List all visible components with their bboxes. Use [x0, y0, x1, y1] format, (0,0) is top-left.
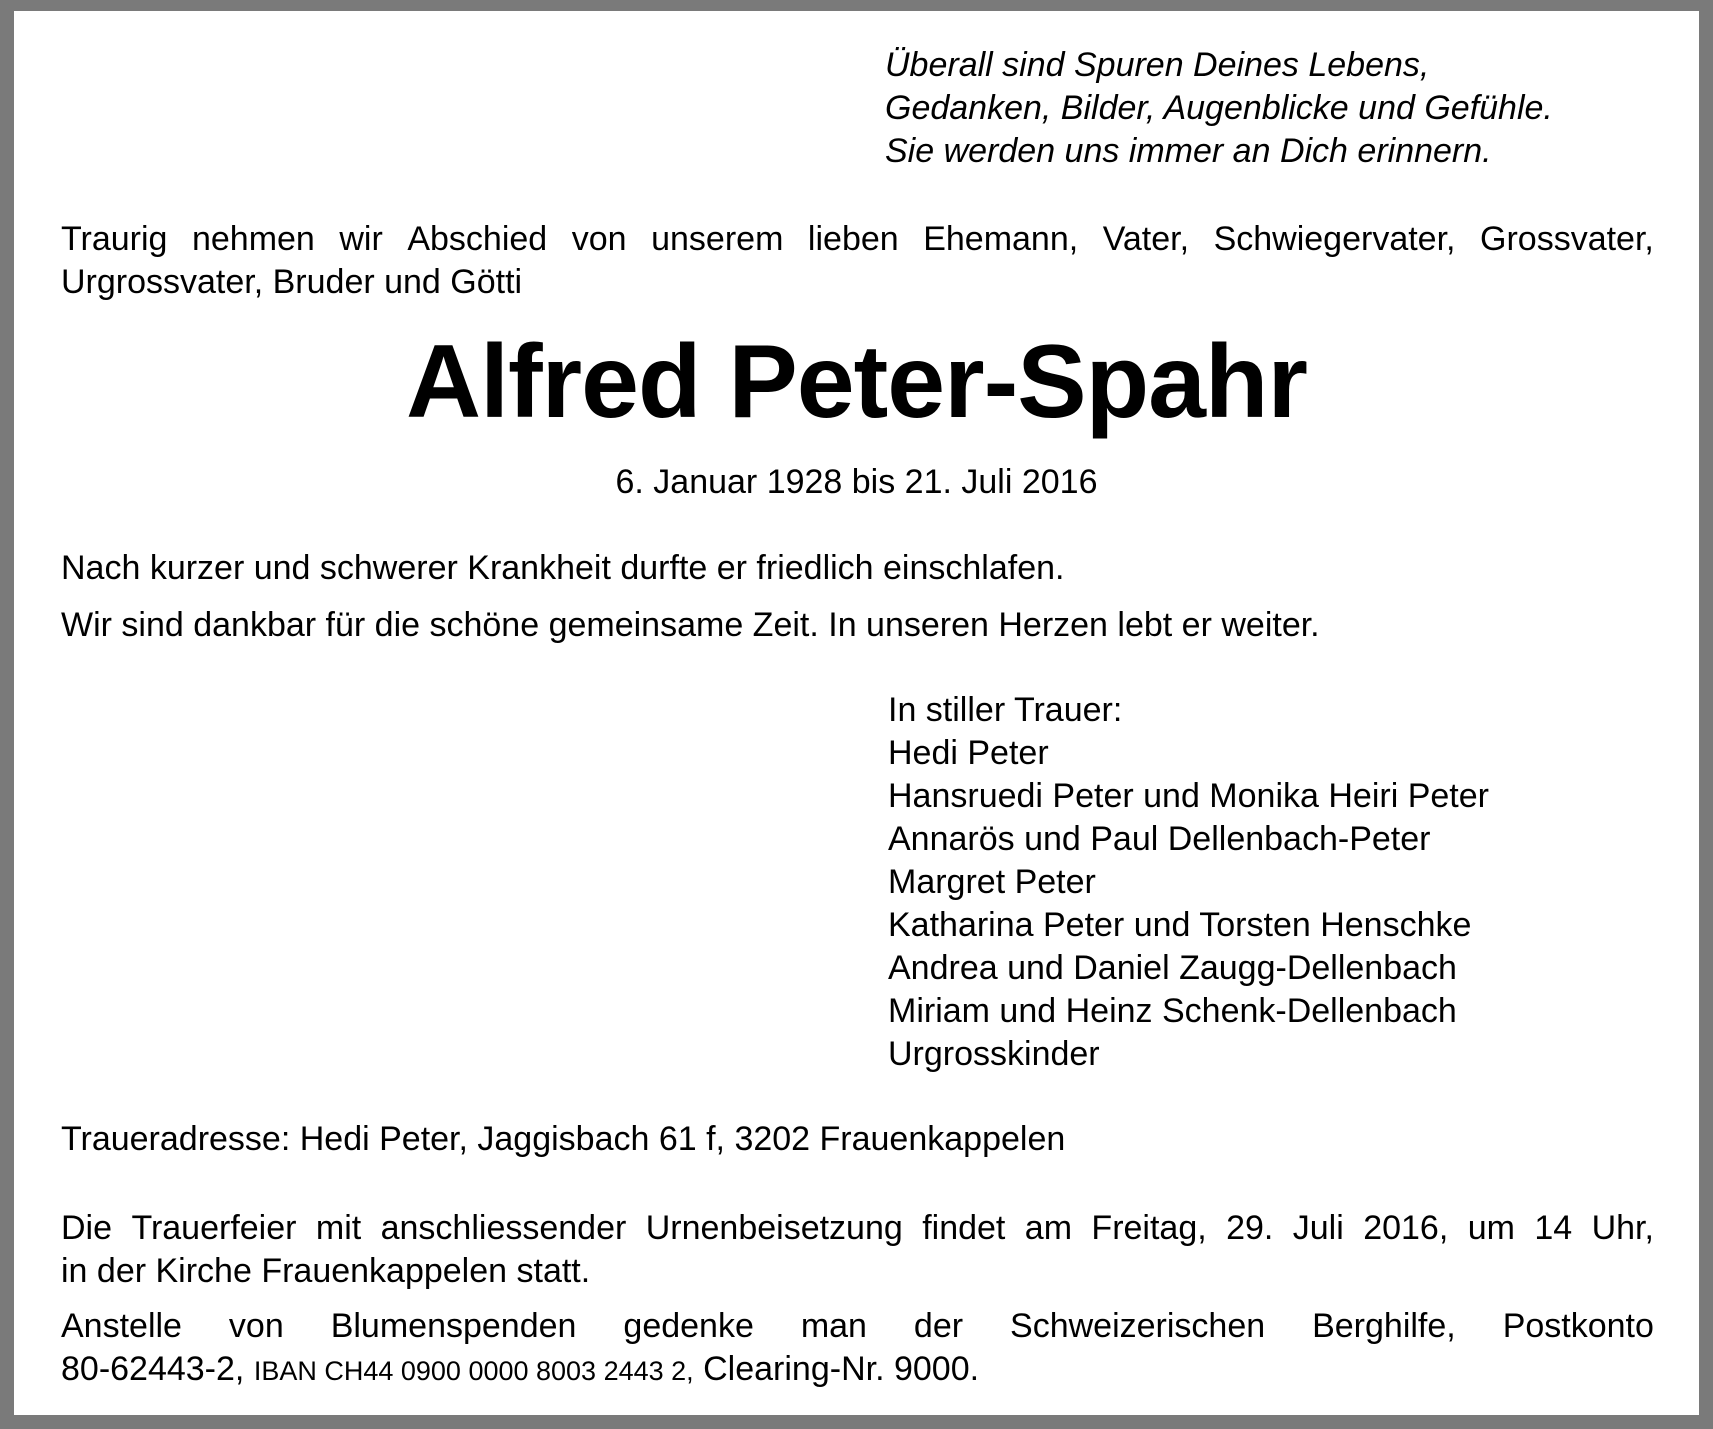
word: Uhr, [1591, 1209, 1654, 1247]
mourner-name: Hansruedi Peter und Monika Heiri Peter [888, 777, 1489, 815]
deceased-name: Alfred Peter-Spahr [406, 324, 1307, 440]
funeral-line-justified [61, 1207, 1654, 1250]
word: Postkonto [1502, 1307, 1654, 1345]
mourner-name: Andrea und Daniel Zaugg-Dellenbach [888, 949, 1457, 987]
mourner-name: Margret Peter [888, 863, 1096, 901]
word: wir [339, 220, 383, 258]
word: anschliessender [380, 1209, 627, 1247]
word: lieben [807, 220, 899, 258]
mourner-name: Hedi Peter [888, 734, 1049, 772]
mourner-name: Urgrosskinder [888, 1035, 1100, 1073]
word: Grossvater, [1480, 220, 1654, 258]
funeral-line: in der Kirche Frauenkappelen statt. [61, 1252, 591, 1290]
word: nehmen [191, 220, 315, 258]
word: Anstelle [61, 1307, 182, 1345]
motto-line: Überall sind Spuren Deines Lebens, [885, 46, 1430, 84]
word: Ehemann, [923, 220, 1079, 258]
word: Freitag, [1091, 1209, 1207, 1247]
word: der [913, 1307, 964, 1345]
message-line: Wir sind dankbar für die schöne gemeinsame Zeit. In unseren Herzen lebt er weiter. [61, 606, 1320, 644]
word: Abschied [407, 220, 548, 258]
word: Juli [1292, 1209, 1344, 1247]
word: Schweizerischen [1010, 1307, 1266, 1345]
word: Schwiegervater, [1213, 220, 1456, 258]
motto [885, 44, 1553, 173]
donation-account-line [61, 1348, 1654, 1393]
postal-account: 80-62443-2, [61, 1350, 245, 1388]
mourner-name: Miriam und Heinz Schenk-Dellenbach [888, 992, 1457, 1030]
word: Vater, [1102, 220, 1190, 258]
word: 29. [1226, 1209, 1274, 1247]
life-dates: 6. Januar 1928 bis 21. Juli 2016 [615, 463, 1098, 501]
funeral-paragraph [61, 1207, 1654, 1293]
word: am [1024, 1209, 1073, 1247]
word: unserem [651, 220, 784, 258]
intro-paragraph [61, 218, 1654, 304]
word: gedenke [623, 1307, 754, 1345]
word: von [571, 220, 627, 258]
mourner-name: Katharina Peter und Torsten Henschke [888, 906, 1472, 944]
mourners-heading: In stiller Trauer: [888, 691, 1123, 729]
word: Die [61, 1209, 113, 1247]
donation-line-justified [61, 1305, 1654, 1348]
mourners-list [888, 689, 1489, 1076]
word: Berghilfe, [1312, 1307, 1456, 1345]
word: man [800, 1307, 867, 1345]
word: um [1467, 1209, 1515, 1247]
motto-line: Sie werden uns immer an Dich erinnern. [885, 132, 1492, 170]
word: von [228, 1307, 284, 1345]
message-block [61, 547, 1654, 647]
word: findet [922, 1209, 1006, 1247]
mourner-name: Annarös und Paul Dellenbach-Peter [888, 820, 1431, 858]
word: 14 [1534, 1209, 1573, 1247]
intro-line-justified [61, 218, 1654, 261]
word: Trauerfeier [131, 1209, 297, 1247]
intro-line: Urgrossvater, Bruder und Götti [61, 263, 523, 301]
address-block [61, 1118, 1654, 1161]
word: 2016, [1363, 1209, 1449, 1247]
iban: IBAN CH44 0900 0000 8003 2443 2, [253, 1356, 694, 1386]
clearing-number: Clearing-Nr. 9000. [703, 1350, 980, 1388]
word: Blumenspenden [330, 1307, 577, 1345]
word: mit [315, 1209, 362, 1247]
mourning-address: Traueradresse: Hedi Peter, Jaggisbach 61 f, 3202 Frauenkappelen [61, 1120, 1066, 1158]
word: Urnenbeisetzung [645, 1209, 903, 1247]
donation-paragraph [61, 1305, 1654, 1393]
word: Traurig [61, 220, 168, 258]
message-line: Nach kurzer und schwerer Krankheit durfte er friedlich einschlafen. [61, 549, 1065, 587]
motto-line: Gedanken, Bilder, Augenblicke und Gefühle. [885, 89, 1553, 127]
